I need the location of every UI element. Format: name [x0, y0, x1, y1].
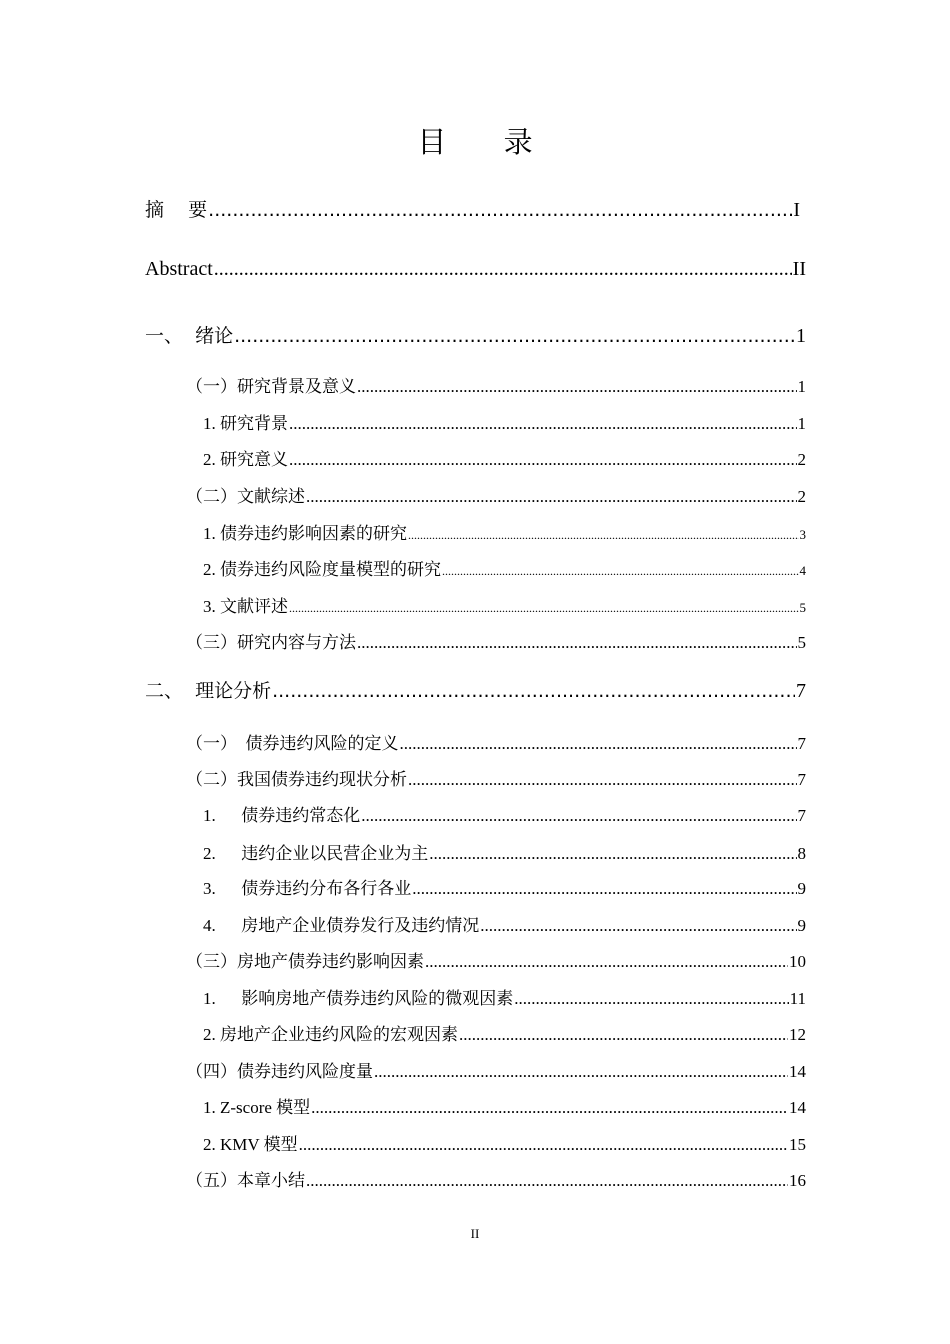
toc-entry-page: 9	[797, 916, 806, 935]
dot-leader	[234, 325, 795, 347]
toc-entry-page: 3	[799, 527, 806, 542]
toc-entry-page: 10	[789, 952, 806, 971]
toc-entry[interactable]	[186, 628, 806, 653]
dot-leader	[299, 1135, 788, 1155]
dot-leader	[214, 258, 792, 281]
toc-entry-label: （一） 债券违约风险的定义	[186, 734, 399, 753]
toc-entry[interactable]	[145, 676, 806, 703]
toc-entry[interactable]	[203, 1130, 806, 1155]
toc-entry-label: （一）研究背景及意义	[186, 377, 356, 396]
toc-entry[interactable]	[203, 911, 806, 936]
toc-entry-page: 1	[796, 325, 806, 347]
dot-leader	[289, 601, 799, 616]
toc-entry-label: 2. KMV 模型	[203, 1135, 298, 1154]
toc-entry-label: 2. 违约企业以民营企业为主	[203, 844, 429, 863]
dot-leader	[311, 1098, 788, 1118]
toc-entry-label: 一、 绪论	[145, 325, 234, 347]
toc-entry[interactable]	[186, 1057, 806, 1082]
toc-entry[interactable]	[186, 729, 806, 754]
dot-leader	[374, 1062, 788, 1082]
toc-entry[interactable]	[203, 874, 806, 899]
toc-entry[interactable]	[186, 372, 806, 397]
toc-entry[interactable]	[186, 947, 806, 972]
toc-entry-page: 7	[797, 770, 806, 789]
dot-leader	[357, 633, 797, 653]
toc-entry[interactable]	[203, 839, 806, 864]
toc-entry-label: （三）房地产债券违约影响因素	[186, 952, 424, 971]
toc-entry-label: 3. 文献评述	[203, 597, 288, 616]
dot-leader	[272, 680, 795, 702]
toc-entry-page: 2	[797, 450, 806, 469]
toc-entry[interactable]	[186, 482, 806, 507]
dot-leader	[306, 487, 797, 507]
toc-entry[interactable]	[203, 801, 806, 826]
toc-entry[interactable]	[186, 765, 806, 790]
toc-entry-label: （五）本章小结	[186, 1171, 305, 1190]
toc-entry[interactable]	[145, 321, 806, 348]
dot-leader	[480, 916, 796, 936]
toc-entry-label: （二）文献综述	[186, 487, 305, 506]
toc-entry-label: 2. 研究意义	[203, 450, 288, 469]
toc-entry-page: 7	[796, 680, 806, 702]
toc-entry[interactable]	[145, 195, 800, 222]
dot-leader	[425, 952, 788, 972]
dot-leader	[306, 1171, 788, 1191]
toc-entry[interactable]	[203, 445, 806, 470]
toc-entry[interactable]	[203, 984, 806, 1009]
toc-entry-label: （四）债券违约风险度量	[186, 1062, 373, 1081]
dot-leader	[412, 879, 796, 899]
dot-leader	[289, 414, 797, 434]
toc-entry-label: 1. 债券违约常态化	[203, 806, 361, 825]
toc-entry[interactable]	[203, 555, 806, 580]
toc-entry-label: 2. 房地产企业违约风险的宏观因素	[203, 1025, 458, 1044]
toc-entry[interactable]	[186, 1166, 806, 1191]
toc-entry[interactable]	[203, 1020, 806, 1045]
dot-leader	[361, 806, 796, 826]
toc-entry-page: II	[792, 258, 806, 280]
toc-entry-page: 4	[799, 563, 806, 578]
page-number: II	[470, 1226, 480, 1241]
dot-leader	[289, 450, 797, 470]
dot-leader	[357, 377, 797, 397]
toc-entry-page: I	[793, 199, 800, 221]
dot-leader	[400, 734, 797, 754]
toc-entry-label: 4. 房地产企业债券发行及违约情况	[203, 916, 480, 935]
dot-leader	[442, 564, 799, 579]
toc-entry-page: 1	[797, 414, 806, 433]
toc-entry-label: 1. 债券违约影响因素的研究	[203, 524, 407, 543]
toc-entry-label: 1. 影响房地产债券违约风险的微观因素	[203, 989, 514, 1008]
toc-entry-page: 15	[789, 1135, 806, 1154]
toc-entry-page: 14	[789, 1062, 806, 1081]
toc-entry-page: 16	[789, 1171, 806, 1190]
dot-leader	[514, 989, 788, 1009]
toc-entry-page: 1	[797, 377, 806, 396]
toc-entry-page: 5	[799, 600, 806, 615]
toc-entry-page: 5	[797, 633, 806, 652]
toc-entry-page: 12	[789, 1025, 806, 1044]
toc-entry-label: 二、 理论分析	[145, 680, 272, 702]
toc-entry-label: 3. 债券违约分布各行各业	[203, 879, 412, 898]
toc-entry-label: Abstract	[145, 258, 213, 280]
dot-leader	[408, 770, 797, 790]
toc-entry-page: 9	[797, 879, 806, 898]
dot-leader	[208, 199, 792, 221]
toc-entry-label: 摘 要	[145, 199, 208, 221]
toc-entry[interactable]	[203, 592, 806, 617]
toc-entry[interactable]	[203, 409, 806, 434]
toc-entry-label: 2. 债券违约风险度量模型的研究	[203, 560, 441, 579]
toc-entry-label: （二）我国债券违约现状分析	[186, 770, 407, 789]
toc-entry-page: 14	[789, 1098, 806, 1117]
toc-entry[interactable]	[145, 258, 806, 281]
toc-entry[interactable]	[203, 519, 806, 544]
toc-entry-page: 11	[789, 989, 806, 1008]
dot-leader	[408, 528, 799, 543]
toc-entry-page: 7	[797, 806, 806, 825]
toc-entry-label: 1. Z-score 模型	[203, 1098, 311, 1117]
toc-entry[interactable]	[203, 1093, 806, 1118]
toc-entry-label: 1. 研究背景	[203, 414, 288, 433]
toc-entry-page: 7	[797, 734, 806, 753]
dot-leader	[459, 1025, 788, 1045]
toc-entry-page: 2	[797, 487, 806, 506]
toc-entry-page: 8	[797, 844, 806, 863]
page-title: 目 录	[417, 125, 557, 159]
dot-leader	[429, 844, 796, 864]
toc-entry-label: （三）研究内容与方法	[186, 633, 356, 652]
